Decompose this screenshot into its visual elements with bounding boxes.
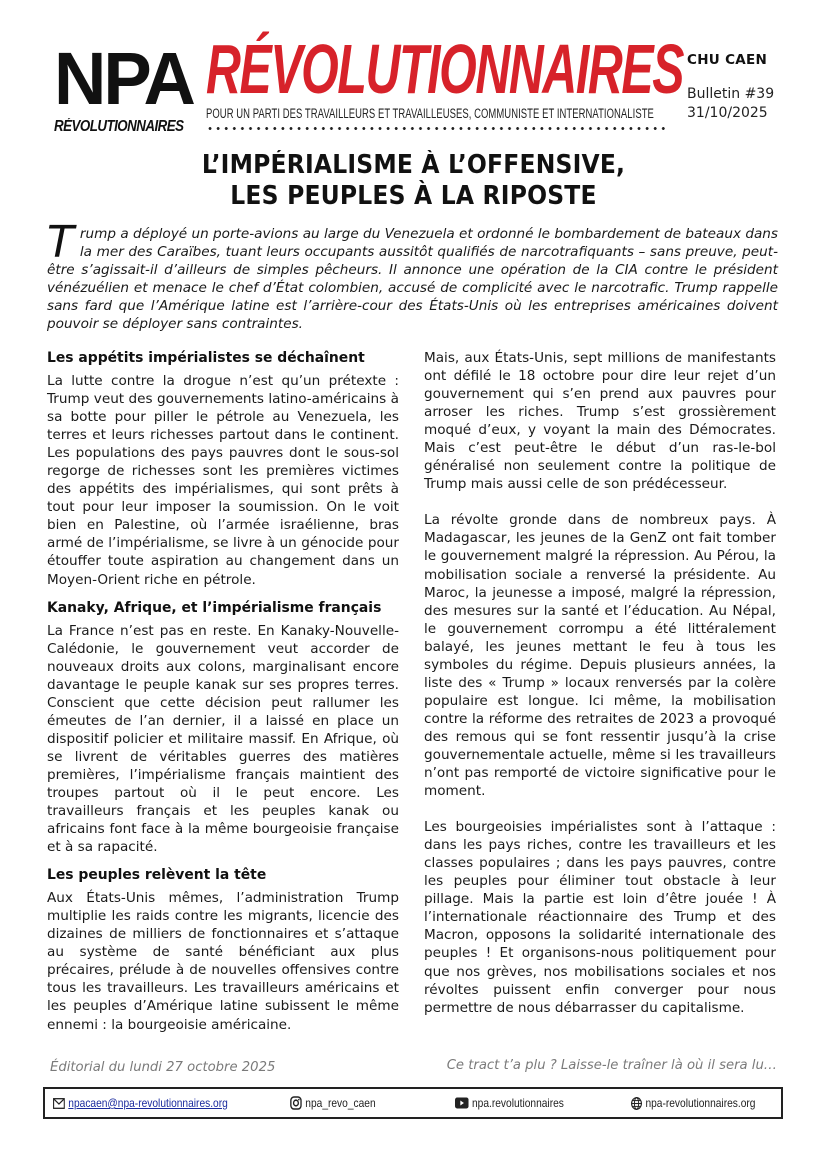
paragraph: Les bourgeoisies impérialistes sont à l’attaque : dans les pays riches, contre les travailleurs et les classes populaires ; dans les pays pauvres, contre les peuples pour éliminer tout obstacle à leur pillage. Mais la partie est loin d’être jouée ! À l’internationale réactionnaire des Trump et des Macron, opposons la solidarité internationale des peuples ! Et organisons-nous politiquement pour que nos grèves, nos mobilisations sociales et nos révoltes puissent enfin converger pour nous permettre de nous débarrasser du capitalisme. — [424, 819, 776, 1016]
lead-text: rump a déployé un porte-avions au large du Venezuela et ordonné le bombardement de bateaux dans la mer des Caraïbes, tuant leurs occupants aussitôt qualifiés de narcotrafiquants – sans preuve, peut-être s’agissait-il d’ailleurs de simples pêcheurs. Il annonce une opération de la CIA contre le président vénézuélien et menace le chef d’État colombien, accusé de complicité avec le narcotrafic. Trump rappelle sans fard que l’Amérique latine est l’arrière-cour des États-Unis où les entreprises américaines doivent pouvoir se déployer sans contraintes. — [47, 226, 778, 333]
instagram-handle[interactable]: npa_revo_caen — [305, 1096, 376, 1110]
section-heading: Les appétits impérialistes se déchaînent — [47, 350, 365, 366]
right-column — [424, 349, 776, 1035]
revolutionnaires-logo — [206, 30, 684, 131]
site-name: CHU CAEN — [687, 52, 768, 68]
bulletin-number: Bulletin #39 — [687, 86, 775, 102]
section-kanaky — [47, 599, 399, 857]
mail-icon — [53, 1098, 65, 1109]
contact-youtube[interactable] — [455, 1096, 564, 1110]
youtube-channel[interactable]: npa.revolutionnaires — [472, 1096, 564, 1110]
npa-logo — [54, 37, 194, 136]
paragraph: La révolte gronde dans de nombreux pays. À Madagascar, les jeunes de la GenZ ont fait tomber le gouvernement malgré la répression. Au Pérou, la mobilisation sociale a renversé la présidente. Au Maroc, la jeunesse a imposé, malgré la répression, des mesures sur la santé et l’éducation. Au Népal, le gouvernement corrompu a été littéralement balayé, les jeunes mettant le feu à tous les symboles du régime. Depuis plusieurs années, la liste des « Trump » locaux renversés par la colère populaire est longue. Ici même, la mobilisation contre la réforme des retraites de 2023 a provoqué des remous qui se font ressentir jusqu’à la crise gouvernementale actuelle, même si les travailleurs n’ont pas remporté de victoire significative pour le moment. — [424, 512, 776, 800]
section-body: La France n’est pas en reste. En Kanaky-Nouvelle-Calédonie, le gouvernement veut accorder de nouveaux droits aux colons, marginalisant encore davantage le peuple kanak sur ses propres terres. Conscient que cette décision peut rallumer les émeutes de l’an dernier, il a laissé en place un dispositif policier et militaire massif. En Afrique, où se livrent de véritables guerres des matières premières, l’impérialisme français maintient des troupes partout où il le peut encore. Les travailleurs français et les peuples kanak ou africains font face à la même bourgeoisie française et à sa rapacité. — [47, 622, 399, 856]
revolutionnaires-tagline: POUR UN PARTI DES TRAVAILLEURS ET TRAVAILLEUSES, COMMUNISTE ET INTERNATIONALISTE — [206, 106, 654, 121]
contact-website[interactable] — [631, 1096, 755, 1110]
section-heading: Kanaky, Afrique, et l’impérialisme français — [47, 599, 382, 616]
left-column — [47, 349, 399, 1044]
email-link[interactable]: npacaen@npa-revolutionnaires.org — [68, 1096, 228, 1110]
page-title — [33, 150, 794, 212]
instagram-icon — [290, 1096, 302, 1110]
title-line-2: LES PEUPLES À LA RIPOSTE — [230, 181, 597, 211]
title-line-1: L’IMPÉRIALISME À L’OFFENSIVE, — [201, 150, 626, 180]
contact-instagram[interactable] — [290, 1096, 376, 1110]
section-peuples — [47, 866, 399, 1033]
section-appetits — [47, 349, 399, 589]
contact-email[interactable] — [53, 1096, 228, 1110]
bulletin-meta — [687, 52, 787, 123]
lead-paragraph — [47, 217, 778, 334]
editorial-date: Éditorial du lundi 27 octobre 2025 — [50, 1060, 276, 1075]
npa-logo-sub: RÉVOLUTIONNAIRES — [54, 118, 184, 135]
globe-icon — [631, 1097, 642, 1110]
revolutionnaires-wordmark: RÉVOLUTIONNAIRES — [206, 30, 684, 108]
drop-cap: T — [47, 217, 74, 268]
website-url[interactable]: npa-revolutionnaires.org — [645, 1096, 756, 1110]
section-body: La lutte contre la drogue n’est qu’un prétexte : Trump veut des gouvernements latino-américains à sa botte pour piller le pétrole au Venezuela, les terres et leurs richesses partout dans le continent. Les populations des pays pauvres dont le sous-sol regorge de richesses sont les premières victimes des appétits des impérialismes, qui sont prêts à tout pour leur imposer la soumission. On le voit bien en Palestine, où l’armée israélienne, bras armé de l’impérialisme, se livre à un génocide pour étouffer toute aspiration au changement dans un Moyen-Orient riche en pétrole. — [47, 373, 399, 588]
masthead — [54, 32, 784, 142]
youtube-icon — [455, 1097, 469, 1109]
npa-logo-main: NPA — [54, 37, 193, 120]
section-body: Aux États-Unis mêmes, l’administration Trump multiplie les raids contre les migrants, licencie des dizaines de milliers de fonctionnaires et s’attaque au système de santé bénéficiant aux plus précaires, prélude à de nouvelles offensives contre tous les travailleurs. Les travailleurs américains et les peuples d’Amérique latine subissent le même ennemi : la bourgeoisie américaine. — [47, 890, 399, 1033]
section-heading: Les peuples relèvent la tête — [47, 867, 267, 884]
paragraph: Mais, aux États-Unis, sept millions de manifestants ont défilé le 18 octobre pour dire leur rejet d’un gouvernement qui s’en prend aux pauvres pour arroser les riches. Trump s’est grossièrement moqué d’eux, y voyant la main des Démocrates. Mais c’est peut-être le début d’un ras-le-bol généralisé non seulement contre la politique de Trump mais aussi celle de son prédécesseur. — [424, 350, 776, 493]
dotted-divider — [206, 126, 666, 131]
contact-bar — [43, 1087, 783, 1119]
bulletin-date: 31/10/2025 — [687, 105, 768, 121]
share-tagline: Ce tract t’a plu ? Laisse-le traîner là où il sera lu… — [446, 1058, 777, 1073]
